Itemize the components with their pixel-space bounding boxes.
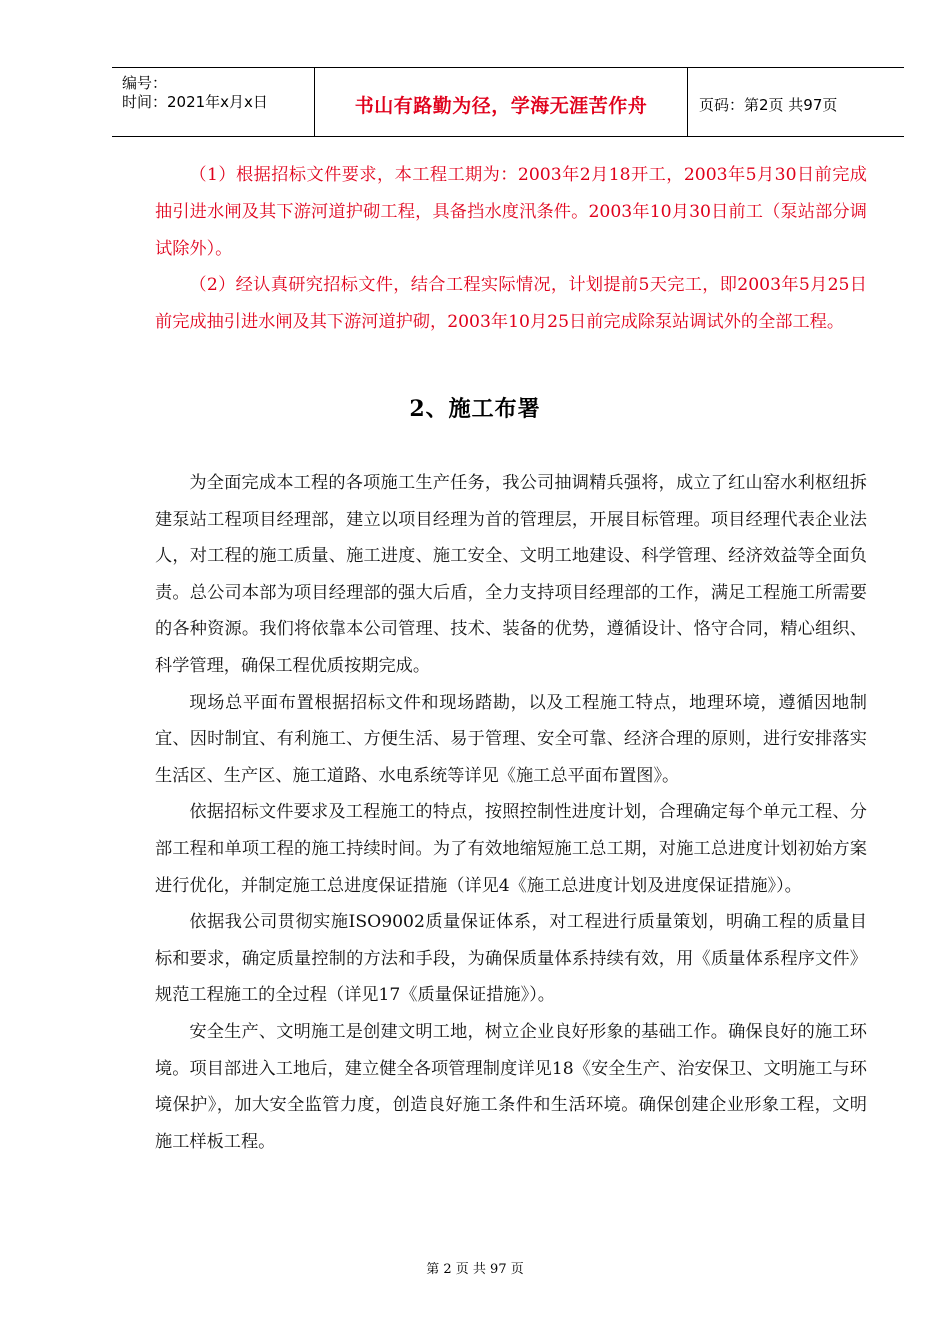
header-meta-cell — [112, 68, 315, 136]
paragraph: 依据招标文件要求及工程施工的特点，按照控制性进度计划，合理确定每个单元工程、分部工程和单项工程的施工持续时间。为了有效地缩短施工总工期，对施工总进度计划初始方案进行优化，并制定施工总进度保证措施（详见4《施工总进度计划及进度保证措施》）。 — [155, 802, 867, 896]
page-footer: 第 2 页 共 97 页 — [426, 1262, 524, 1277]
schedule-section — [155, 157, 867, 341]
section-title: 2、施工布署 — [409, 396, 541, 422]
schedule-item-2: （2）经认真研究招标文件，结合工程实际情况，计划提前5天完工，即2003年5月25日前完成抽引进水闸及其下游河道护砌，2003年10月25日前完成除泵站调试外的全部工程。 — [155, 275, 867, 333]
page-header — [112, 67, 904, 137]
header-motto: 书山有路勤为径，学海无涯苦作舟 — [354, 95, 648, 117]
header-page-number: 页码：第2页 共97页 — [699, 96, 838, 114]
header-page-cell — [689, 68, 904, 136]
header-motto-cell — [315, 68, 688, 136]
section-body — [155, 465, 867, 1160]
schedule-item-1: （1）根据招标文件要求，本工程工期为：2003年2月18开工，2003年5月30日前完成抽引进水闸及其下游河道护砌工程，具备挡水度汛条件。2003年10月30日前工（泵站部分调试除外）。 — [155, 165, 867, 259]
document-time-label: 时间：2021年x月x日 — [122, 93, 268, 111]
document-number-label: 编号： — [122, 74, 168, 92]
paragraph: 为全面完成本工程的各项施工生产任务，我公司抽调精兵强将，成立了红山窑水利枢纽拆建泵站工程项目经理部，建立以项目经理为首的管理层，开展目标管理。项目经理代表企业法人，对工程的施工质量、施工进度、施工安全、文明工地建设、科学管理、经济效益等全面负责。总公司本部为项目经理部的强大后盾，全力支持项目经理部的工作，满足工程施工所需要的各种资源。我们将依靠本公司管理、技术、装备的优势，遵循设计、恪守合同，精心组织、科学管理，确保工程优质按期完成。 — [155, 473, 867, 676]
paragraph: 依据我公司贯彻实施ISO9002质量保证体系，对工程进行质量策划，明确工程的质量目标和要求，确定质量控制的方法和手段，为确保质量体系持续有效，用《质量体系程序文件》规范工程施工的全过程（详见17《质量保证措施》）。 — [155, 912, 867, 1006]
paragraph: 安全生产、文明施工是创建文明工地，树立企业良好形象的基础工作。确保良好的施工环境。项目部进入工地后，建立健全各项管理制度详见18《安全生产、治安保卫、文明施工与环境保护》，加大安全监管力度，创造良好施工条件和生活环境。确保创建企业形象工程，文明施工样板工程。 — [155, 1021, 867, 1152]
paragraph: 现场总平面布置根据招标文件和现场踏勘，以及工程施工特点，地理环境，遵循因地制宜、因时制宜、有利施工、方便生活、易于管理、安全可靠、经济合理的原则，进行安排落实生活区、生产区、施工道路、水电系统等详见《施工总平面布置图》。 — [155, 692, 867, 786]
